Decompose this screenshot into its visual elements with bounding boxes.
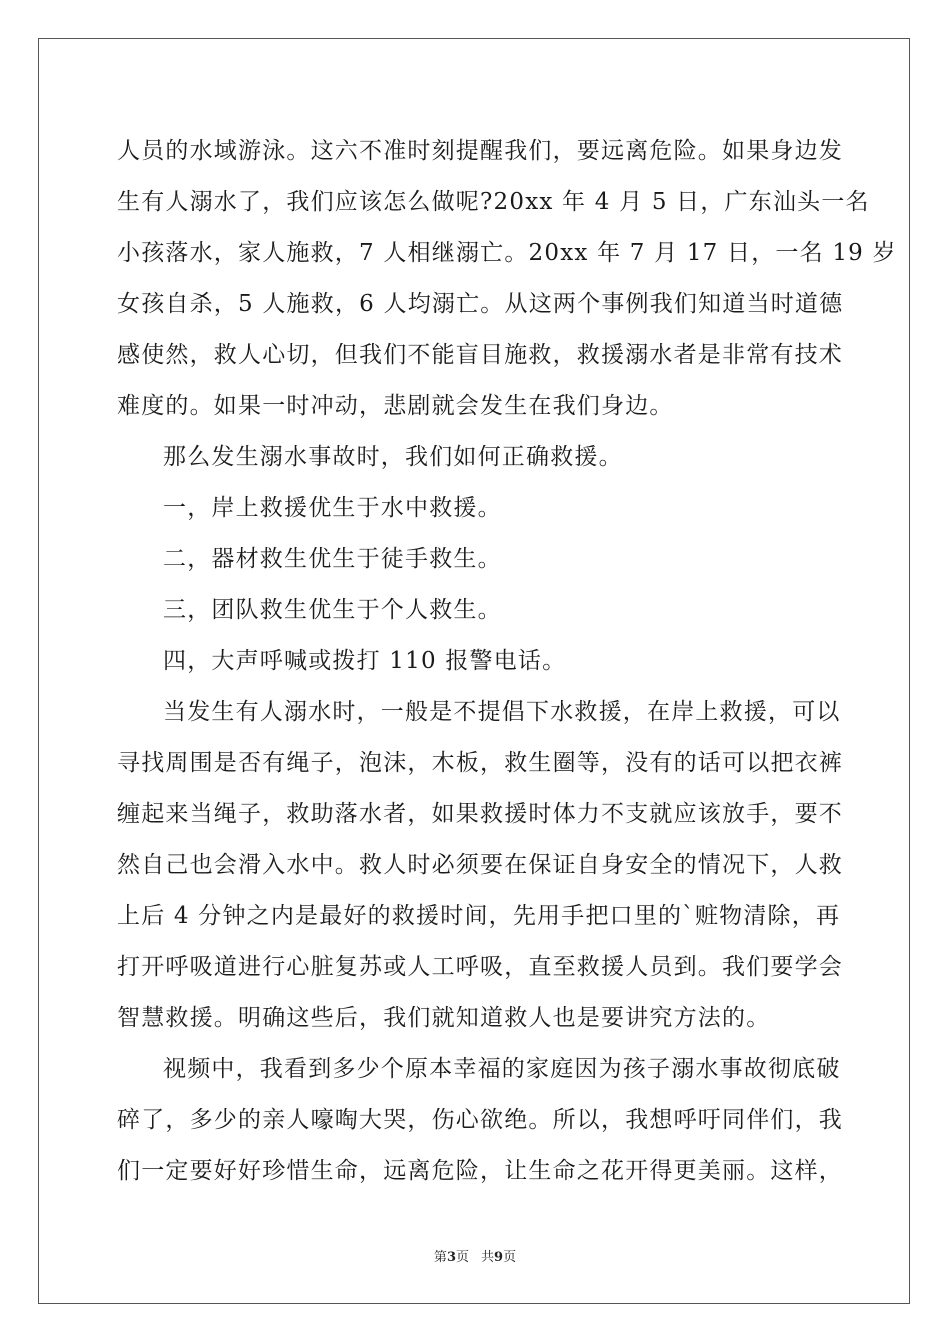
- text-line: 碎了，多少的亲人嚎啕大哭，伤心欲绝。所以，我想呼吁同伴们，我: [117, 1107, 843, 1133]
- text-line: 女孩自杀，5 人施救，6 人均溺亡。从这两个事例我们知道当时道德: [117, 291, 844, 317]
- page-footer: [0, 1246, 950, 1265]
- page-number: 3: [446, 1250, 456, 1265]
- text-line: 们一定要好好珍惜生命，远离危险，让生命之花开得更美丽。这样，: [117, 1158, 843, 1184]
- paragraph-start: 当发生有人溺水时，一般是不提倡下水救援，在岸上救援，可以: [163, 699, 841, 725]
- text-line: 生有人溺水了，我们应该怎么做呢?20xx 年 4 月 5 日，广东汕头一名: [117, 189, 870, 215]
- text-line: 智慧救援。明确这些后，我们就知道救人也是要讲究方法的。: [117, 1005, 771, 1031]
- text-line: 缠起来当绳子，救助落水者，如果救援时体力不支就应该放手，要不: [117, 801, 843, 827]
- text-line: 寻找周围是否有绳子，泡沫，木板，救生圈等，没有的话可以把衣裤: [117, 750, 843, 776]
- text-line: 然自己也会滑入水中。救人时必须要在保证自身安全的情况下，人救: [117, 852, 843, 878]
- list-item-4: 四，大声呼喊或拨打 110 报警电话。: [163, 648, 567, 674]
- text-line: 上后 4 分钟之内是最好的救援时间，先用手把口里的`赃物清除，再: [117, 903, 841, 929]
- document-body: [117, 126, 897, 1197]
- text-line: 打开呼吸道进行心脏复苏或人工呼吸，直至救援人员到。我们要学会: [117, 954, 843, 980]
- page-total: 9: [494, 1250, 504, 1265]
- text-line: 人员的水域游泳。这六不准时刻提醒我们，要远离危险。如果身边发: [117, 138, 843, 164]
- page-suffix: 页: [455, 1250, 469, 1265]
- list-item-3: 三，团队救生优生于个人救生。: [163, 597, 502, 623]
- page-prefix: 第: [433, 1250, 447, 1265]
- paragraph-start: 那么发生溺水事故时，我们如何正确救援。: [163, 444, 623, 470]
- text-line: 感使然，救人心切，但我们不能盲目施救，救援溺水者是非常有技术: [117, 342, 843, 368]
- total-prefix: 共: [481, 1250, 495, 1265]
- total-suffix: 页: [503, 1250, 517, 1265]
- text-line: 难度的。如果一时冲动，悲剧就会发生在我们身边。: [117, 393, 674, 419]
- list-item-2: 二，器材救生优生于徒手救生。: [163, 546, 502, 572]
- text-line: 小孩落水，家人施救，7 人相继溺亡。20xx 年 7 月 17 日，一名 19 岁: [117, 240, 897, 266]
- paragraph-start: 视频中，我看到多少个原本幸福的家庭因为孩子溺水事故彻底破: [163, 1056, 841, 1082]
- list-item-1: 一，岸上救援优生于水中救援。: [163, 495, 502, 521]
